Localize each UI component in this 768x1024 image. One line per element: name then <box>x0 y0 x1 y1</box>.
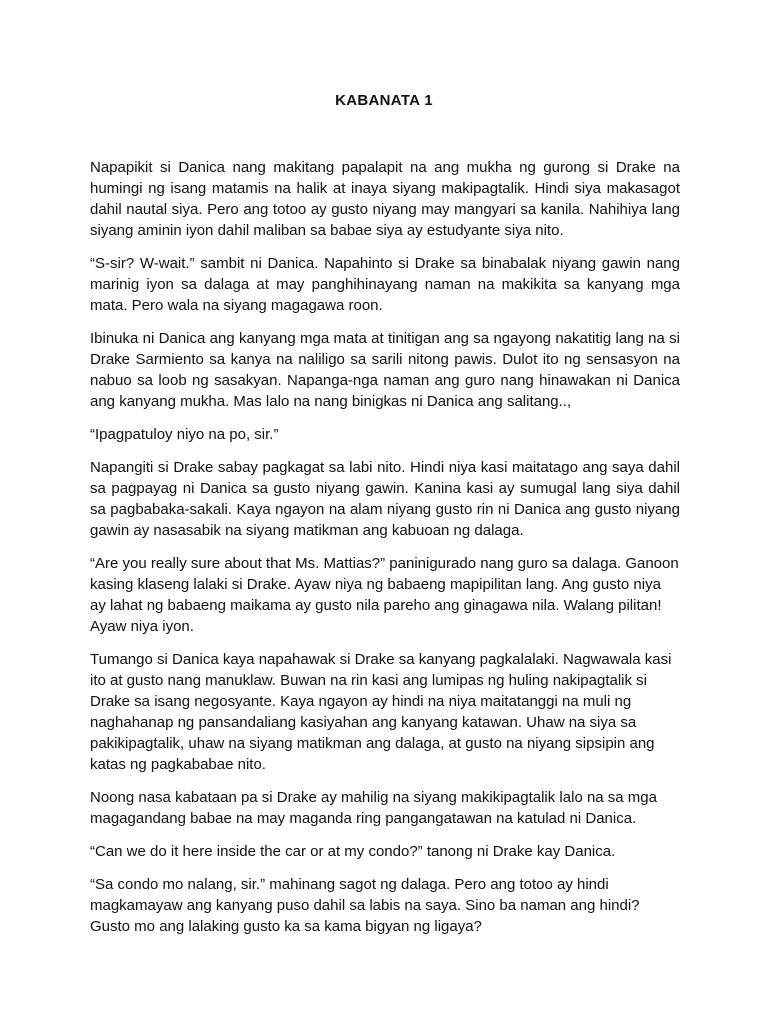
paragraph-3: Ibinuka ni Danica ang kanyang mga mata at tinitigan ang sa ngayong nakatitig lang na si Drake Sarmiento sa kanya na naliligo sa sarili nitong pawis. Dulot ito ng sensasyon na nabuo sa loob ng sasakyan. Napanga-nga naman ang guro nang hinawakan ni Danica ang kanyang mukha. Mas lalo na nang binigkas ni Danica ang salitang.., <box>90 330 680 410</box>
paragraph-2: “S-sir? W-wait.” sambit ni Danica. Napahinto si Drake sa binabalak niyang gawin nang marinig iyon sa dalaga at may panghihinayang naman na makikita sa kanyang mga mata. Pero wala na siyang magagawa roon. <box>90 255 680 314</box>
paragraph-1: Napapikit si Danica nang makitang papalapit na ang mukha ng gurong si Drake na humingi ng isang matamis na halik at inaya siyang makipagtalik. Hindi siya makasagot dahil nautal siya. Pero ang totoo ay gusto niyang may mangyari sa kanila. Nahihiya lang siyang aminin iyon dahil maliban sa babae siya ay estudyante siya nito. <box>90 159 680 239</box>
paragraph-8: Noong nasa kabataan pa si Drake ay mahilig na siyang makikipagtalik lalo na sa mga magagandang babae na may maganda ring pangangatawan na katulad ni Danica. <box>90 789 657 827</box>
document-body <box>90 157 680 949</box>
paragraph-10: “Sa condo mo nalang, sir.” mahinang sagot ng dalaga. Pero ang totoo ay hindi magkamayaw ang kanyang puso dahil sa labis na saya. Sino ba naman ang hindi? Gusto mo ang lalaking gusto ka sa kama bigyan ng ligaya? <box>90 876 640 935</box>
paragraph-7: Tumango si Danica kaya napahawak si Drake sa kanyang pagkalalaki. Nagwawala kasi ito at gusto nang manuklaw. Buwan na rin kasi ang lumipas ng huling nakipagtalik si Drake sa isang negosyante. Kaya ngayon ay hindi na niya maitatanggi na muli ng naghahanap ng pansandaliang kasiyahan ang kanyang katawan. Uhaw na siya sa pakikipagtalik, uhaw na siyang matikman ang dalaga, at gusto na niyang sipsipin ang katas ng pagkababae nito. <box>90 651 672 773</box>
paragraph-6: “Are you really sure about that Ms. Mattias?” paninigurado nang guro sa dalaga. Ganoon kasing klaseng lalaki si Drake. Ayaw niya ng babaeng mapipilitan lang. Ang gusto niya ay lahat ng babaeng maikama ay gusto nila pareho ang ginagawa nila. Walang pilitan! Ayaw niya iyon. <box>90 555 679 635</box>
chapter-title: KABANATA 1 <box>335 92 433 109</box>
paragraph-5: Napangiti si Drake sabay pagkagat sa labi nito. Hindi niya kasi maitatago ang saya dahil sa pagpayag ni Danica sa gusto niyang gawin. Kanina kasi ay sumugal lang siya dahil sa pagbabaka-sakali. Kaya ngayon na alam niyang gusto rin ni Danica ang gusto niyang gawin ay nasasabik na siyang matikman ang kabuoan ng dalaga. <box>90 459 680 539</box>
paragraph-4: “Ipagpatuloy niyo na po, sir.” <box>90 426 279 443</box>
paragraph-9: “Can we do it here inside the car or at my condo?” tanong ni Drake kay Danica. <box>90 843 616 860</box>
